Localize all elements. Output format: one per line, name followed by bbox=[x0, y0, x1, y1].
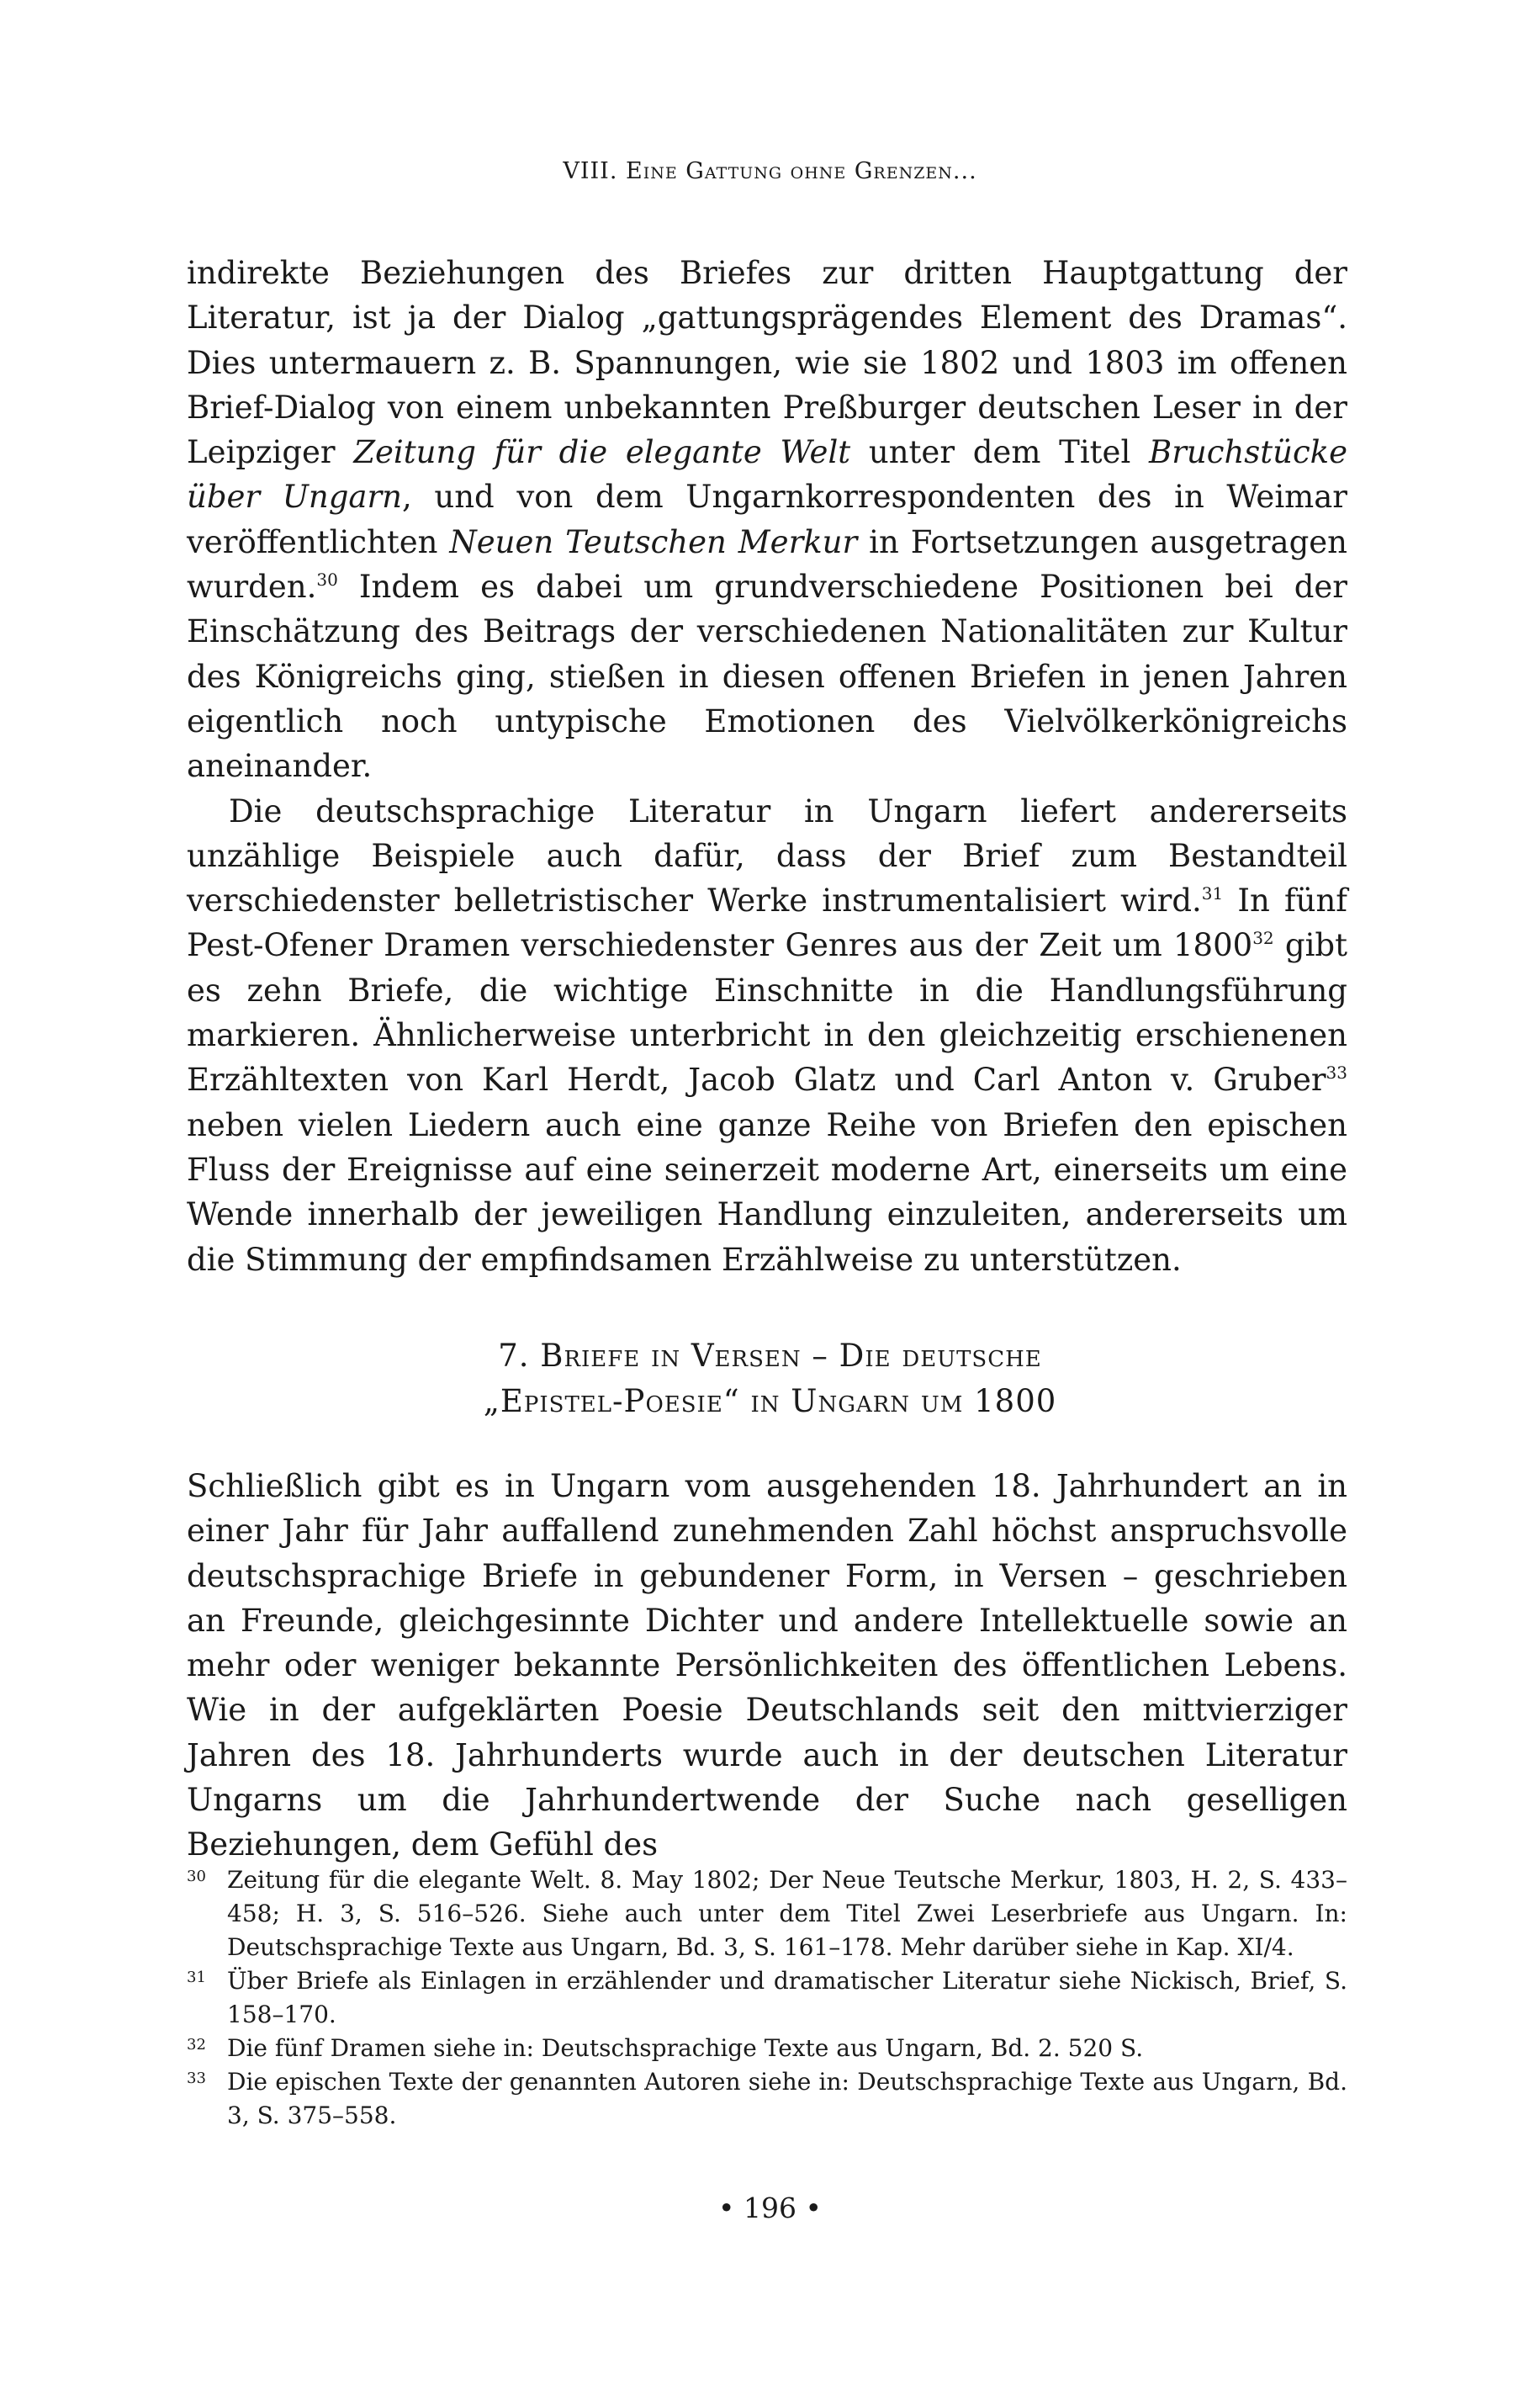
footnote-text: Zeitung für die elegante Welt. 8. May 1802; Der Neue Teutsche Merkur, 1803, H. 2, S. 433–458; H. 3, S. 516–526. Siehe auch unter dem Titel Zwei Leserbriefe aus Ungarn. In: Deutschsprachige Texte aus Ungarn, Bd. 3, S. 161–178. Mehr darüber siehe in Kap. XI/4. bbox=[227, 1866, 1347, 1961]
footnote-31 bbox=[187, 1964, 1347, 2032]
footnote-number: 32 bbox=[187, 2036, 206, 2054]
section-heading bbox=[0, 1333, 1540, 1424]
footnote-32 bbox=[187, 2032, 1347, 2065]
footnote-number: 33 bbox=[187, 2070, 206, 2087]
italic-title: Zeitung für die elegante Welt bbox=[353, 434, 851, 471]
paragraph-text: Die deutschsprachige Literatur in Ungarn liefert andererseits unzählige Beispiele auch dafür, dass der Brief zum Bestandteil verschiedenster belletristischer Werke instrumentalisiert wird. bbox=[187, 792, 1347, 920]
paragraph-1 bbox=[187, 251, 1347, 789]
footnotes bbox=[187, 1863, 1347, 2133]
paragraph-text: unter dem Titel bbox=[850, 434, 1150, 471]
section-heading-line-2: „Epistel-Poesie“ in Ungarn um 1800 bbox=[483, 1383, 1057, 1419]
paragraph-text: neben vielen Liedern auch eine ganze Reihe von Briefen den epischen Fluss der Ereignisse auf eine seinerzeit moderne Art, einerseits um eine Wende innerhalb der jeweiligen Handlung einzuleiten, andererseits um die Stimmung der empfindsamen Erzählweise zu unterstützen. bbox=[187, 1106, 1347, 1278]
paragraph-2 bbox=[187, 789, 1347, 1282]
footnote-text: Die fünf Dramen siehe in: Deutschsprachige Texte aus Ungarn, Bd. 2. 520 S. bbox=[227, 2034, 1144, 2062]
footnote-ref-30: 30 bbox=[316, 570, 338, 591]
footnote-text: Die epischen Texte der genannten Autoren siehe in: Deutschsprachige Texte aus Ungarn, Bd. 3, S. 375–558. bbox=[227, 2068, 1347, 2129]
footnote-ref-33: 33 bbox=[1326, 1063, 1347, 1084]
page-number: • 196 • bbox=[718, 2192, 822, 2224]
section-heading-line-1: 7. Briefe in Versen – Die deutsche bbox=[498, 1338, 1042, 1374]
body-text-lower bbox=[187, 1464, 1347, 1868]
footnote-number: 30 bbox=[187, 1868, 206, 1885]
body-text-upper bbox=[187, 251, 1347, 1282]
footnote-ref-31: 31 bbox=[1201, 883, 1224, 904]
italic-title: Bruchstücke über Ungarn bbox=[187, 434, 1347, 516]
paragraph-text: in Fortsetzungen ausgetragen wurden. bbox=[187, 523, 1347, 606]
paragraph-text: , und von dem Ungarnkorrespondenten des in Weimar veröffentlichten bbox=[187, 479, 1347, 560]
footnote-number: 31 bbox=[187, 1969, 206, 1986]
paragraph-3: Schließlich gibt es in Ungarn vom ausgehenden 18. Jahrhundert an in einer Jahr für Jahr auffallend zunehmenden Zahl höchst anspruchsvolle deutschsprachige Briefe in gebundener Form, in Versen – geschrieben an Freunde, gleichgesinnte Dichter und andere Intellektuelle sowie an mehr oder weniger bekannte Persönlichkeiten des öffentlichen Lebens. Wie in der aufgeklärten Poesie Deutschlands seit den mittvierziger Jahren des 18. Jahrhunderts wurde auch in der deutschen Literatur Ungarns um die Jahrhundertwende der Suche nach geselligen Beziehungen, dem Gefühl des bbox=[187, 1468, 1347, 1863]
running-head: VIII. Eine Gattung ohne Grenzen... bbox=[563, 158, 977, 184]
paragraph-text: indirekte Beziehungen des Briefes zur dritten Hauptgattung der Literatur, ist ja der Dialog „gattungsprägendes Element des Dramas“. Dies untermauern z. B. Spannungen, wie sie 1802 und 1803 im offenen Brief-Dialog von einem unbekannten Preßburger deutschen Leser in der Leipziger bbox=[187, 255, 1347, 471]
footnote-ref-32: 32 bbox=[1252, 928, 1274, 949]
footnote-33 bbox=[187, 2065, 1347, 2133]
italic-title: Neuen Teutschen Merkur bbox=[449, 523, 858, 560]
footnote-text: Über Briefe als Einlagen in erzählender und dramatischer Literatur siehe Nickisch, Brief, S. 158–170. bbox=[227, 1967, 1347, 2028]
paragraph-text: Indem es dabei um grundverschiedene Positionen bei der Einschätzung des Beitrags der verschiedenen Nationalitäten zur Kultur des Königreichs ging, stießen in diesen offenen Briefen in jenen Jahren eigentlich noch untypische Emotionen des Vielvölkerkönigreichs aneinander. bbox=[187, 569, 1347, 785]
paragraph-text: In fünf Pest-Ofener Dramen verschiedenster Genres aus der Zeit um 1800 bbox=[187, 882, 1348, 964]
paragraph-text: gibt es zehn Briefe, die wichtige Einschnitte in die Handlungsführung markieren. Ähnlicherweise unterbricht in den gleichzeitig erschienenen Erzähltexten von Karl Herdt, Jacob Glatz und Carl Anton v. Gruber bbox=[187, 927, 1347, 1099]
footnote-30 bbox=[187, 1863, 1347, 1964]
